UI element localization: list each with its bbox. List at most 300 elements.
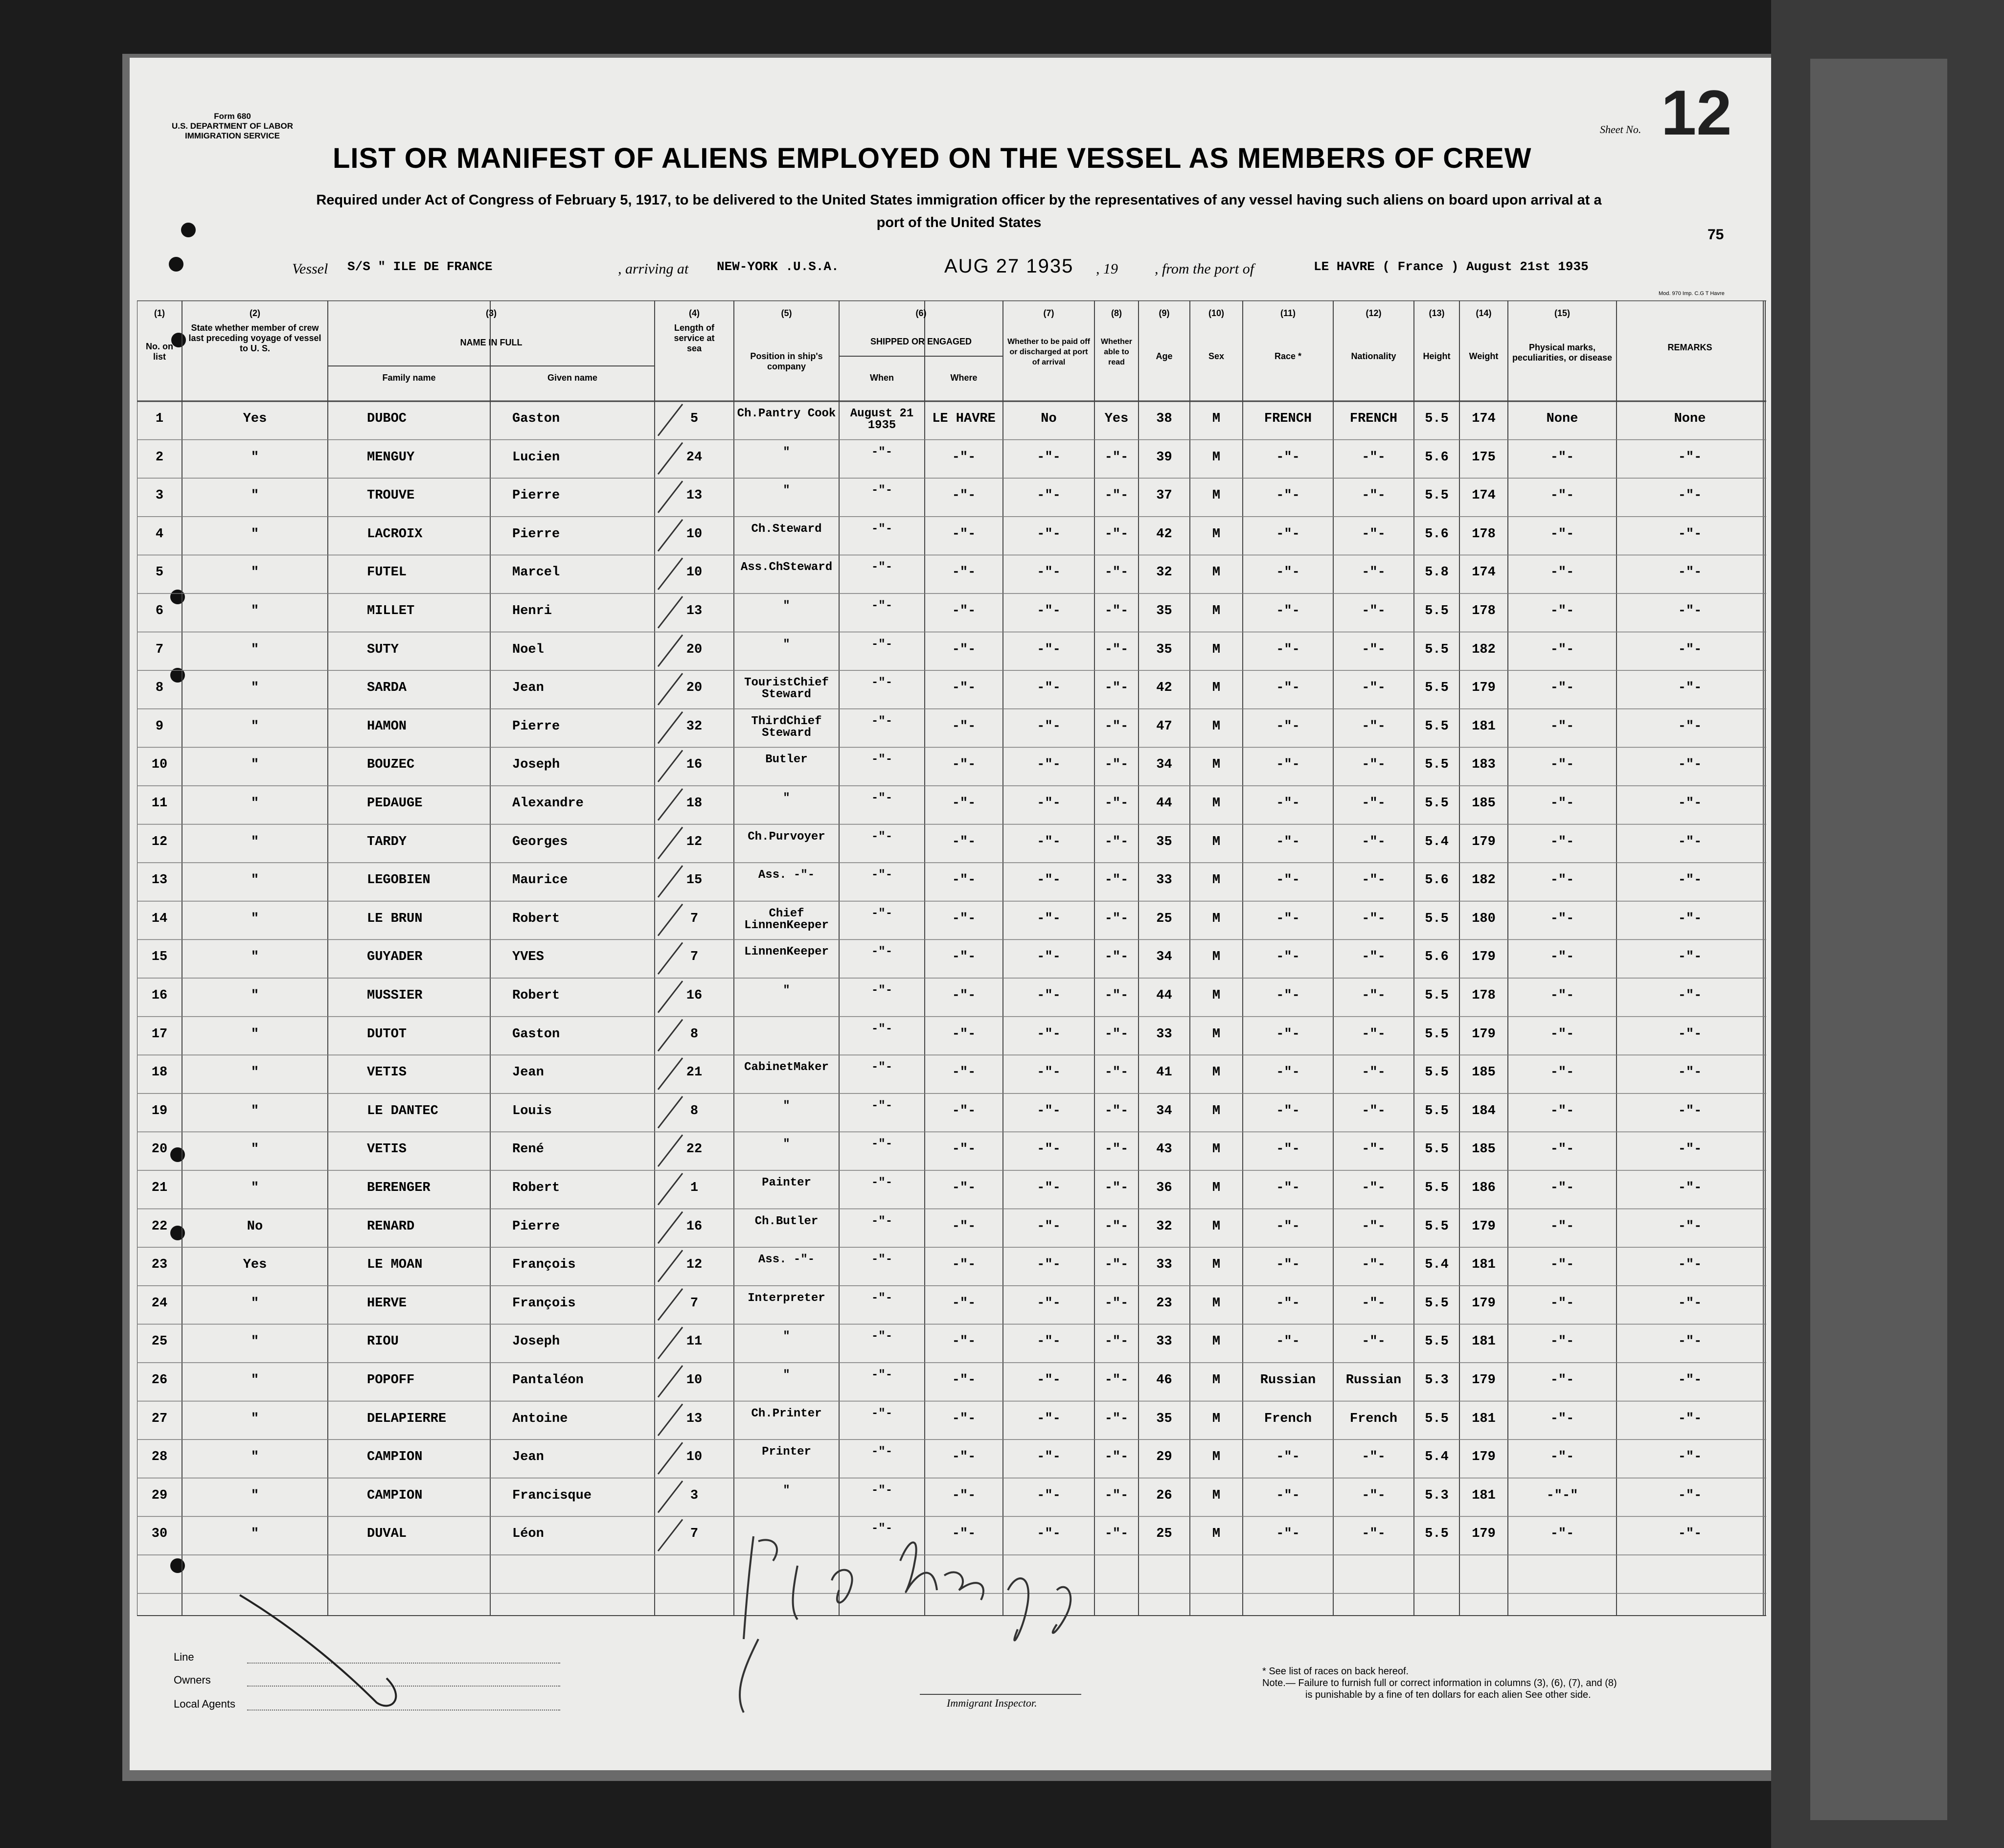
cell-prev: " (250, 1373, 259, 1388)
cell-weight: 179 (1472, 1373, 1496, 1388)
cell-no: 6 (155, 604, 164, 618)
cell-race: -"- (1276, 757, 1300, 773)
cell-family: MENGUY (367, 450, 415, 465)
cell-sex: M (1212, 796, 1221, 811)
cell-given: Lucien (512, 450, 560, 465)
cell-position: ThirdChief Steward (751, 714, 822, 740)
cell-when: -"- (871, 1138, 893, 1151)
cell-when: -"- (871, 1214, 893, 1228)
cell-prev: " (250, 681, 259, 696)
col-8-number: (8) (1111, 308, 1122, 318)
cell-race: -"- (1276, 1296, 1300, 1311)
cell-when: -"- (871, 1176, 893, 1189)
cell-height: 5.5 (1425, 719, 1449, 734)
cell-when: -"- (871, 1022, 893, 1036)
note-races: * See list of races on back hereof. (1262, 1666, 1409, 1677)
cell-height: 5.5 (1425, 488, 1449, 503)
cell-nat: -"- (1362, 450, 1386, 465)
cell-given: Antoine (512, 1411, 568, 1426)
cell-marks: -"- (1550, 604, 1574, 618)
cell-weight: 179 (1472, 1527, 1496, 1542)
cell-no: 3 (155, 488, 164, 503)
note-fine: Note.— Failure to furnish full or correct information in columns (3), (6), (7), and (8) (1262, 1678, 1617, 1688)
cell-race: -"- (1276, 873, 1300, 888)
cell-weight: 179 (1472, 1450, 1496, 1465)
cell-read: -"- (1104, 757, 1129, 773)
cell-read: -"- (1104, 1373, 1129, 1388)
cell-remarks: -"- (1678, 1065, 1702, 1080)
cell-read: -"- (1104, 834, 1129, 849)
cell-paid: -"- (1037, 1027, 1061, 1042)
cell-given: François (512, 1296, 576, 1311)
cell-prev: " (250, 950, 259, 965)
cell-where: -"- (952, 1450, 976, 1465)
cell-marks: -"- (1550, 681, 1574, 696)
cell-given: Pierre (512, 488, 560, 503)
cell-sex: M (1212, 604, 1221, 618)
cell-no: 25 (151, 1334, 168, 1349)
cell-marks: -"- (1550, 1411, 1574, 1426)
arrival-date-stamp: AUG 27 1935 (944, 255, 1074, 277)
cell-position: " (783, 792, 790, 805)
cell-family: POPOFF (367, 1373, 415, 1388)
cell-position: " (783, 984, 790, 997)
cell-paid: -"- (1037, 565, 1061, 580)
cell-race: Russian (1260, 1373, 1316, 1388)
cell-given: Joseph (512, 757, 560, 773)
cell-remarks: -"- (1678, 526, 1702, 542)
inspector-label: Immigrant Inspector. (947, 1697, 1037, 1709)
cell-family: DELAPIERRE (367, 1411, 447, 1426)
cell-height: 5.4 (1425, 1257, 1449, 1273)
cell-race: FRENCH (1264, 411, 1312, 426)
cell-race: -"- (1276, 642, 1300, 657)
cell-marks: -"- (1550, 526, 1574, 542)
cell-sex: M (1212, 1142, 1221, 1157)
cell-marks: -"- (1550, 796, 1574, 811)
cell-nat: -"- (1362, 1488, 1386, 1503)
cell-nat: -"- (1362, 1065, 1386, 1080)
cell-age: 44 (1156, 796, 1172, 811)
cell-weight: 182 (1472, 642, 1496, 657)
cell-service: 20 (686, 681, 703, 696)
cell-read: -"- (1104, 796, 1129, 811)
cell-nat: -"- (1362, 526, 1386, 542)
cell-given: Henri (512, 604, 552, 618)
cell-position: Painter (762, 1176, 811, 1189)
cell-read: -"- (1104, 1527, 1129, 1542)
cell-marks: -"- (1550, 565, 1574, 580)
cell-race: -"- (1276, 1065, 1300, 1080)
cell-where: -"- (952, 604, 976, 618)
cell-sex: M (1212, 1257, 1221, 1273)
cell-service: 20 (686, 642, 703, 657)
cell-service: 7 (690, 911, 699, 926)
cell-nat: FRENCH (1349, 411, 1398, 426)
cell-no: 14 (151, 911, 168, 926)
cell-when: -"- (871, 1445, 893, 1459)
cell-height: 5.6 (1425, 526, 1449, 542)
cell-height: 5.5 (1425, 411, 1449, 426)
cell-read: -"- (1104, 604, 1129, 618)
cell-weight: 174 (1472, 565, 1496, 580)
cell-nat: French (1349, 1411, 1398, 1426)
cell-sex: M (1212, 642, 1221, 657)
cell-prev: " (250, 604, 259, 618)
cell-nat: -"- (1362, 1103, 1386, 1118)
cell-race: -"- (1276, 526, 1300, 542)
col-3-family-label: Family name (382, 373, 436, 383)
col-7-number: (7) (1043, 308, 1054, 318)
cell-given: Pierre (512, 526, 560, 542)
cell-position: " (783, 1483, 790, 1497)
cell-race: -"- (1276, 1181, 1300, 1195)
cell-read: -"- (1104, 1065, 1129, 1080)
cell-prev: " (250, 1027, 259, 1042)
cell-where: -"- (952, 1488, 976, 1503)
cell-marks: -"- (1550, 642, 1574, 657)
cell-read: -"- (1104, 526, 1129, 542)
cell-when: -"- (871, 753, 893, 767)
cell-sex: M (1212, 757, 1221, 773)
cell-family: DUTOT (367, 1027, 407, 1042)
cell-age: 39 (1156, 450, 1172, 465)
cell-weight: 178 (1472, 526, 1496, 542)
cell-family: MUSSIER (367, 988, 423, 1003)
cell-prev: " (250, 1296, 259, 1311)
cell-nat: -"- (1362, 1450, 1386, 1465)
cell-paid: -"- (1037, 450, 1061, 465)
cell-remarks: -"- (1678, 1296, 1702, 1311)
cell-sex: M (1212, 1411, 1221, 1426)
cell-age: 33 (1156, 1257, 1172, 1273)
cell-paid: -"- (1037, 719, 1061, 734)
page-title: LIST OR MANIFEST OF ALIENS EMPLOYED ON THE VESSEL AS MEMBERS OF CREW (333, 142, 1532, 174)
col-5-number: (5) (781, 308, 792, 318)
cell-marks: -"- (1550, 911, 1574, 926)
page-number: 75 (1708, 227, 1724, 243)
col-16-label: REMARKS (1667, 342, 1712, 352)
note-fine-cont: is punishable by a fine of ten dollars for each alien See other side. (1305, 1689, 1591, 1700)
cell-weight: 179 (1472, 950, 1496, 965)
cell-read: -"- (1104, 1488, 1129, 1503)
subtitle-line-2: port of the United States (876, 215, 1042, 230)
cell-age: 42 (1156, 526, 1172, 542)
cell-sex: M (1212, 911, 1221, 926)
cell-when: -"- (871, 522, 893, 536)
cell-no: 18 (151, 1065, 168, 1080)
col-11-label: Race * (1274, 351, 1302, 361)
cell-when: -"- (871, 1291, 893, 1305)
cell-paid: -"- (1037, 911, 1061, 926)
cell-service: 12 (686, 834, 703, 849)
cell-weight: 179 (1472, 681, 1496, 696)
cell-given: Joseph (512, 1334, 560, 1349)
cell-height: 5.6 (1425, 873, 1449, 888)
cell-no: 8 (155, 681, 164, 696)
cell-prev: " (250, 642, 259, 657)
cell-height: 5.5 (1425, 1411, 1449, 1426)
cell-position: " (783, 1138, 790, 1151)
cell-family: LE BRUN (367, 911, 423, 926)
cell-position: " (783, 638, 790, 651)
cell-weight: 181 (1472, 1334, 1496, 1349)
cell-nat: Russian (1345, 1373, 1402, 1388)
cell-when: -"- (871, 1407, 893, 1420)
cell-height: 5.5 (1425, 642, 1449, 657)
col-3-given-label: Given name (547, 373, 598, 383)
cell-paid: -"- (1037, 1181, 1061, 1195)
cell-paid: -"- (1037, 1488, 1061, 1503)
cell-age: 41 (1156, 1065, 1172, 1080)
col-6-when-label: When (870, 373, 894, 383)
cell-position: Ass.ChSteward (740, 561, 833, 574)
cell-remarks: -"- (1678, 604, 1702, 618)
cell-height: 5.5 (1425, 757, 1449, 773)
cell-nat: -"- (1362, 1219, 1386, 1234)
cell-paid: -"- (1037, 873, 1061, 888)
from-label: , from the port of (1155, 261, 1254, 277)
cell-height: 5.5 (1425, 681, 1449, 696)
cell-marks: None (1546, 411, 1578, 426)
cell-given: Pierre (512, 719, 560, 734)
cell-age: 36 (1156, 1181, 1172, 1195)
cell-paid: -"- (1037, 834, 1061, 849)
cell-read: -"- (1104, 950, 1129, 965)
cell-race: -"- (1276, 1334, 1300, 1349)
cell-paid: -"- (1037, 1334, 1061, 1349)
cell-no: 1 (155, 411, 164, 426)
cell-when: -"- (871, 1061, 893, 1074)
cell-where: -"- (952, 1257, 976, 1273)
cell-race: -"- (1276, 450, 1300, 465)
cell-position: " (783, 445, 790, 459)
cell-service: 10 (686, 1450, 703, 1465)
cell-given: Louis (512, 1103, 552, 1118)
cell-read: -"- (1104, 719, 1129, 734)
cell-sex: M (1212, 526, 1221, 542)
cell-service: 16 (686, 757, 703, 773)
cell-prev: " (250, 719, 259, 734)
col-7-label: Whether to be paid off or discharged at port of arrival (1007, 338, 1090, 366)
cell-age: 44 (1156, 988, 1172, 1003)
cell-no: 21 (151, 1181, 168, 1195)
cell-family: LE MOAN (367, 1257, 423, 1273)
cell-race: -"- (1276, 604, 1300, 618)
cell-age: 23 (1156, 1296, 1172, 1311)
cell-read: -"- (1104, 988, 1129, 1003)
cell-given: Pierre (512, 1219, 560, 1234)
cell-nat: -"- (1362, 1181, 1386, 1195)
cell-height: 5.5 (1425, 796, 1449, 811)
cell-prev: " (250, 1103, 259, 1118)
cell-race: French (1264, 1411, 1312, 1426)
cell-race: -"- (1276, 1027, 1300, 1042)
cell-prev: " (250, 1142, 259, 1157)
col-6-where-label: Where (950, 373, 978, 383)
cell-weight: 174 (1472, 411, 1496, 426)
cell-paid: -"- (1037, 1219, 1061, 1234)
cell-weight: 174 (1472, 488, 1496, 503)
cell-where: -"- (952, 450, 976, 465)
cell-service: 13 (686, 488, 703, 503)
cell-where: -"- (952, 911, 976, 926)
cell-height: 5.5 (1425, 1334, 1449, 1349)
cell-service: 8 (690, 1103, 699, 1118)
cell-read: -"- (1104, 1027, 1129, 1042)
cell-where: -"- (952, 1334, 976, 1349)
cell-where: -"- (952, 1296, 976, 1311)
cell-given: Marcel (512, 565, 560, 580)
page-subtitle (166, 189, 1752, 234)
cell-read: -"- (1104, 1181, 1129, 1195)
cell-no: 11 (151, 796, 168, 811)
cell-paid: -"- (1037, 988, 1061, 1003)
cell-nat: -"- (1362, 911, 1386, 926)
cell-remarks: -"- (1678, 950, 1702, 965)
cell-remarks: -"- (1678, 834, 1702, 849)
col-9-number: (9) (1159, 308, 1170, 318)
cell-prev: " (250, 988, 259, 1003)
cell-nat: -"- (1362, 796, 1386, 811)
cell-no: 12 (151, 834, 168, 849)
cell-paid: -"- (1037, 1411, 1061, 1426)
cell-service: 13 (686, 604, 703, 618)
cell-prev: " (250, 450, 259, 465)
cell-family: SARDA (367, 681, 407, 696)
cell-when: -"- (871, 945, 893, 959)
cell-remarks: -"- (1678, 681, 1702, 696)
cell-where: -"- (952, 1219, 976, 1234)
cell-service: 1 (690, 1181, 699, 1195)
cell-marks: -"-" (1546, 1488, 1578, 1503)
cell-given: Maurice (512, 873, 568, 888)
cell-remarks: -"- (1678, 988, 1702, 1003)
cell-age: 32 (1156, 1219, 1172, 1234)
cell-given: YVES (512, 950, 544, 965)
cell-service: 7 (690, 1296, 699, 1311)
cell-remarks: -"- (1678, 1181, 1702, 1195)
sheet-label: Sheet No. (1600, 123, 1641, 136)
cell-weight: 181 (1472, 719, 1496, 734)
cell-where: -"- (952, 757, 976, 773)
col-14-number: (14) (1476, 308, 1492, 318)
cell-family: FUTEL (367, 565, 407, 580)
col-9-label: Age (1156, 351, 1173, 361)
cell-remarks: -"- (1678, 1257, 1702, 1273)
cell-sex: M (1212, 1334, 1221, 1349)
cell-height: 5.3 (1425, 1373, 1449, 1388)
cell-where: -"- (952, 488, 976, 503)
cell-when: -"- (871, 1330, 893, 1344)
cell-position: Ch.Printer (751, 1407, 822, 1420)
cell-given: Noel (512, 642, 544, 657)
footer-notes (1262, 1665, 1756, 1701)
cell-family: TROUVE (367, 488, 415, 503)
cell-sex: M (1212, 1027, 1221, 1042)
cell-marks: -"- (1550, 757, 1574, 773)
cell-no: 13 (151, 873, 168, 888)
cell-marks: -"- (1550, 1527, 1574, 1542)
cell-remarks: -"- (1678, 1142, 1702, 1157)
cell-age: 43 (1156, 1142, 1172, 1157)
cell-weight: 178 (1472, 604, 1496, 618)
col-8-label: Whether able to read (1101, 338, 1132, 366)
cell-height: 5.5 (1425, 988, 1449, 1003)
cell-when: -"- (871, 984, 893, 997)
cell-weight: 179 (1472, 834, 1496, 849)
cell-age: 42 (1156, 681, 1172, 696)
col-6-number: (6) (915, 308, 927, 318)
arrival-port: NEW-YORK .U.S.A. (717, 259, 839, 274)
cell-where: -"- (952, 681, 976, 696)
cell-age: 38 (1156, 411, 1172, 426)
cell-when: -"- (871, 907, 893, 920)
cell-weight: 185 (1472, 796, 1496, 811)
cell-remarks: -"- (1678, 1103, 1702, 1118)
cell-marks: -"- (1550, 450, 1574, 465)
cell-position: Printer (762, 1445, 811, 1459)
cell-position: Interpreter (748, 1291, 825, 1305)
cell-nat: -"- (1362, 604, 1386, 618)
cell-given: François (512, 1257, 576, 1273)
cell-when: -"- (871, 561, 893, 574)
cell-prev: " (250, 1527, 259, 1542)
cell-race: -"- (1276, 950, 1300, 965)
cell-race: -"- (1276, 911, 1300, 926)
cell-where: -"- (952, 988, 976, 1003)
cell-race: -"- (1276, 1527, 1300, 1542)
cell-where: -"- (952, 1103, 976, 1118)
cell-remarks: -"- (1678, 873, 1702, 888)
cell-race: -"- (1276, 488, 1300, 503)
cell-height: 5.4 (1425, 1450, 1449, 1465)
cell-nat: -"- (1362, 719, 1386, 734)
cell-sex: M (1212, 1296, 1221, 1311)
cell-service: 10 (686, 526, 703, 542)
cell-where: -"- (952, 1027, 976, 1042)
cell-race: -"- (1276, 796, 1300, 811)
cell-age: 34 (1156, 757, 1172, 773)
cell-position: Ch.Steward (751, 522, 822, 536)
cell-given: Robert (512, 911, 560, 926)
cell-service: 22 (686, 1142, 703, 1157)
cell-prev: " (250, 757, 259, 773)
cell-no: 24 (151, 1296, 168, 1311)
cell-paid: -"- (1037, 1257, 1061, 1273)
cell-paid: -"- (1037, 681, 1061, 696)
cell-where: -"- (952, 950, 976, 965)
cell-read: Yes (1104, 411, 1129, 426)
cell-remarks: -"- (1678, 1450, 1702, 1465)
cell-age: 35 (1156, 604, 1172, 618)
cell-service: 7 (690, 950, 699, 965)
cell-marks: -"- (1550, 1257, 1574, 1273)
sheet-number: 12 (1661, 77, 1732, 148)
vessel-label: Vessel (292, 261, 328, 277)
cell-age: 35 (1156, 834, 1172, 849)
cell-service: 16 (686, 1219, 703, 1234)
cell-race: -"- (1276, 1103, 1300, 1118)
cell-family: TARDY (367, 834, 407, 849)
pen-stroke (230, 1566, 435, 1712)
cell-remarks: -"- (1678, 488, 1702, 503)
cell-nat: -"- (1362, 1527, 1386, 1542)
cell-weight: 185 (1472, 1142, 1496, 1157)
cell-marks: -"- (1550, 1027, 1574, 1042)
cell-race: -"- (1276, 1142, 1300, 1157)
cell-where: LE HAVRE (932, 411, 996, 426)
